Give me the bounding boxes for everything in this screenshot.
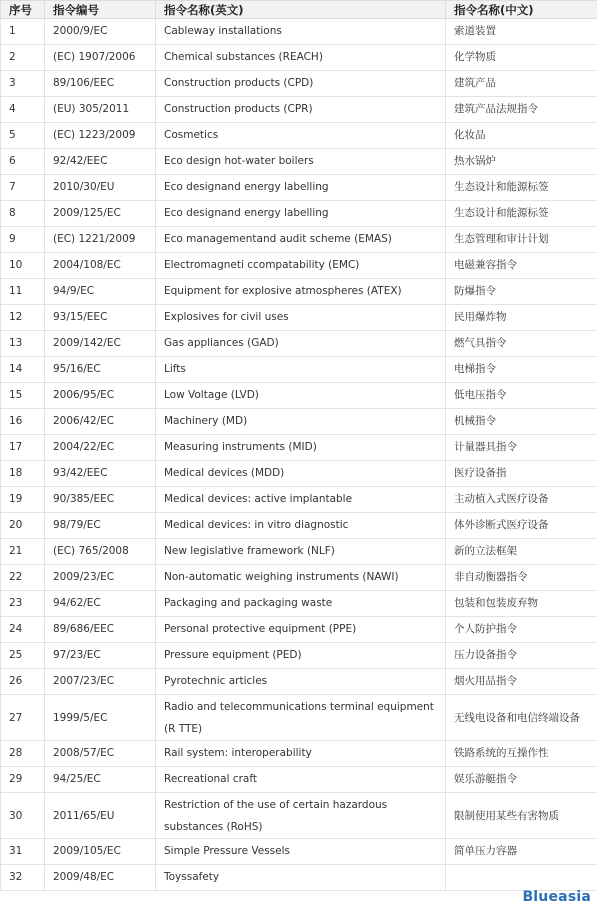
cell-directive-code: 95/16/EC xyxy=(45,357,156,383)
cell-name-chinese: 铁路系统的互操作性 xyxy=(446,741,597,767)
cell-number: 6 xyxy=(1,149,45,175)
cell-name-chinese: 热水锅炉 xyxy=(446,149,597,175)
cell-directive-code: (EC) 765/2008 xyxy=(45,539,156,565)
cell-name-english: Medical devices (MDD) xyxy=(156,461,446,487)
cell-number: 17 xyxy=(1,435,45,461)
table-row xyxy=(1,357,597,383)
cell-directive-code: 2007/23/EC xyxy=(45,669,156,695)
cell-directive-code: 2010/30/EU xyxy=(45,175,156,201)
cell-name-english: Measuring instruments (MID) xyxy=(156,435,446,461)
cell-directive-code: 94/25/EC xyxy=(45,767,156,793)
cell-directive-code: 90/385/EEC xyxy=(45,487,156,513)
cell-directive-code: 2011/65/EU xyxy=(45,793,156,839)
cell-name-chinese: 电梯指令 xyxy=(446,357,597,383)
cell-name-chinese: 索道装置 xyxy=(446,19,597,45)
cell-name-english: Construction products (CPD) xyxy=(156,71,446,97)
table-row xyxy=(1,643,597,669)
cell-name-english: Restriction of the use of certain hazardous substances (RoHS) xyxy=(156,793,446,839)
table-row xyxy=(1,45,597,71)
cell-name-english: Radio and telecommunications terminal equipment (R TTE) xyxy=(156,695,446,741)
cell-directive-code: 98/79/EC xyxy=(45,513,156,539)
cell-directive-code: 94/62/EC xyxy=(45,591,156,617)
table-header-row xyxy=(1,1,597,19)
cell-name-english: Personal protective equipment (PPE) xyxy=(156,617,446,643)
header-name-chinese: 指令名称(中文) xyxy=(446,1,597,19)
cell-name-chinese: 电磁兼容指令 xyxy=(446,253,597,279)
cell-number: 24 xyxy=(1,617,45,643)
cell-name-english: Explosives for civil uses xyxy=(156,305,446,331)
cell-name-english: Non-automatic weighing instruments (NAWI) xyxy=(156,565,446,591)
cell-number: 28 xyxy=(1,741,45,767)
cell-directive-code: (EC) 1221/2009 xyxy=(45,227,156,253)
table-row xyxy=(1,71,597,97)
cell-name-chinese: 机械指令 xyxy=(446,409,597,435)
cell-directive-code: 2008/57/EC xyxy=(45,741,156,767)
cell-number: 10 xyxy=(1,253,45,279)
cell-directive-code: 93/15/EEC xyxy=(45,305,156,331)
cell-directive-code: 89/686/EEC xyxy=(45,617,156,643)
cell-name-chinese: 无线电设备和电信终端设备 xyxy=(446,695,597,741)
cell-name-chinese: 燃气具指令 xyxy=(446,331,597,357)
cell-number: 9 xyxy=(1,227,45,253)
cell-name-english: Pyrotechnic articles xyxy=(156,669,446,695)
cell-number: 3 xyxy=(1,71,45,97)
cell-number: 30 xyxy=(1,793,45,839)
cell-name-english: Lifts xyxy=(156,357,446,383)
cell-number: 14 xyxy=(1,357,45,383)
table-row xyxy=(1,565,597,591)
cell-name-english: Equipment for explosive atmospheres (ATEX) xyxy=(156,279,446,305)
cell-name-chinese: 包装和包装废弃物 xyxy=(446,591,597,617)
table-row xyxy=(1,461,597,487)
table-row xyxy=(1,839,597,865)
cell-number: 29 xyxy=(1,767,45,793)
cell-number: 15 xyxy=(1,383,45,409)
cell-number: 23 xyxy=(1,591,45,617)
cell-number: 27 xyxy=(1,695,45,741)
cell-name-chinese: 个人防护指令 xyxy=(446,617,597,643)
table-row xyxy=(1,695,597,741)
table-row xyxy=(1,865,597,891)
cell-name-english: Packaging and packaging waste xyxy=(156,591,446,617)
cell-number: 20 xyxy=(1,513,45,539)
cell-directive-code: 89/106/EEC xyxy=(45,71,156,97)
cell-name-chinese xyxy=(446,865,597,891)
table-row xyxy=(1,793,597,839)
cell-name-english: Eco managementand audit scheme (EMAS) xyxy=(156,227,446,253)
cell-directive-code: 2009/23/EC xyxy=(45,565,156,591)
cell-name-chinese: 娱乐游艇指令 xyxy=(446,767,597,793)
cell-number: 4 xyxy=(1,97,45,123)
cell-name-english: Simple Pressure Vessels xyxy=(156,839,446,865)
table-row xyxy=(1,669,597,695)
cell-directive-code: 92/42/EEC xyxy=(45,149,156,175)
table-row xyxy=(1,227,597,253)
cell-name-chinese: 主动植入式医疗设备 xyxy=(446,487,597,513)
cell-name-english: Pressure equipment (PED) xyxy=(156,643,446,669)
cell-name-english: Cableway installations xyxy=(156,19,446,45)
table-row xyxy=(1,591,597,617)
cell-number: 7 xyxy=(1,175,45,201)
table-row xyxy=(1,617,597,643)
cell-number: 26 xyxy=(1,669,45,695)
table-row xyxy=(1,409,597,435)
table-row xyxy=(1,175,597,201)
cell-name-english: Electromagneti ccompatability (EMC) xyxy=(156,253,446,279)
cell-number: 5 xyxy=(1,123,45,149)
cell-number: 25 xyxy=(1,643,45,669)
cell-name-chinese: 化学物质 xyxy=(446,45,597,71)
cell-name-chinese: 生态设计和能源标签 xyxy=(446,201,597,227)
cell-number: 31 xyxy=(1,839,45,865)
table-row xyxy=(1,19,597,45)
cell-number: 16 xyxy=(1,409,45,435)
cell-number: 21 xyxy=(1,539,45,565)
cell-directive-code: 1999/5/EC xyxy=(45,695,156,741)
cell-directive-code: 93/42/EEC xyxy=(45,461,156,487)
cell-number: 19 xyxy=(1,487,45,513)
cell-name-chinese: 计量器具指令 xyxy=(446,435,597,461)
cell-number: 1 xyxy=(1,19,45,45)
cell-name-chinese: 化妆品 xyxy=(446,123,597,149)
cell-name-english: Eco designand energy labelling xyxy=(156,201,446,227)
cell-name-chinese: 生态管理和审计计划 xyxy=(446,227,597,253)
cell-name-english: Toyssafety xyxy=(156,865,446,891)
cell-directive-code: 2000/9/EC xyxy=(45,19,156,45)
table-body xyxy=(1,19,597,891)
cell-name-chinese: 低电压指令 xyxy=(446,383,597,409)
cell-name-english: Recreational craft xyxy=(156,767,446,793)
cell-name-english: New legislative framework (NLF) xyxy=(156,539,446,565)
cell-directive-code: 2009/142/EC xyxy=(45,331,156,357)
cell-number: 11 xyxy=(1,279,45,305)
header-number: 序号 xyxy=(1,1,45,19)
cell-number: 2 xyxy=(1,45,45,71)
cell-name-chinese: 非自动衡器指令 xyxy=(446,565,597,591)
table-row xyxy=(1,767,597,793)
cell-directive-code: 2006/95/EC xyxy=(45,383,156,409)
table-row xyxy=(1,383,597,409)
cell-directive-code: 2009/125/EC xyxy=(45,201,156,227)
cell-name-english: Eco designand energy labelling xyxy=(156,175,446,201)
cell-name-chinese: 医疗设备指 xyxy=(446,461,597,487)
table-row xyxy=(1,539,597,565)
cell-name-english: Cosmetics xyxy=(156,123,446,149)
cell-name-chinese: 建筑产品 xyxy=(446,71,597,97)
table-row xyxy=(1,149,597,175)
table-row xyxy=(1,435,597,461)
cell-directive-code: (EC) 1907/2006 xyxy=(45,45,156,71)
cell-name-english: Eco design hot-water boilers xyxy=(156,149,446,175)
cell-name-english: Construction products (CPR) xyxy=(156,97,446,123)
table-row xyxy=(1,279,597,305)
table-row xyxy=(1,741,597,767)
cell-name-english: Chemical substances (REACH) xyxy=(156,45,446,71)
table-row xyxy=(1,97,597,123)
cell-name-english: Gas appliances (GAD) xyxy=(156,331,446,357)
header-directive-code: 指令编号 xyxy=(45,1,156,19)
cell-number: 18 xyxy=(1,461,45,487)
table-row xyxy=(1,331,597,357)
table-row xyxy=(1,305,597,331)
table-row xyxy=(1,513,597,539)
table-row xyxy=(1,253,597,279)
cell-number: 12 xyxy=(1,305,45,331)
cell-directive-code: (EU) 305/2011 xyxy=(45,97,156,123)
cell-name-english: Low Voltage (LVD) xyxy=(156,383,446,409)
cell-name-chinese: 体外诊断式医疗设备 xyxy=(446,513,597,539)
cell-directive-code: 97/23/EC xyxy=(45,643,156,669)
cell-directive-code: 2004/108/EC xyxy=(45,253,156,279)
cell-directive-code: (EC) 1223/2009 xyxy=(45,123,156,149)
cell-directive-code: 2009/48/EC xyxy=(45,865,156,891)
cell-name-chinese: 烟火用品指令 xyxy=(446,669,597,695)
cell-directive-code: 94/9/EC xyxy=(45,279,156,305)
cell-name-chinese: 压力设备指令 xyxy=(446,643,597,669)
header-name-english: 指令名称(英文) xyxy=(156,1,446,19)
cell-name-english: Machinery (MD) xyxy=(156,409,446,435)
cell-name-chinese: 生态设计和能源标签 xyxy=(446,175,597,201)
cell-number: 22 xyxy=(1,565,45,591)
watermark-logo: Blueasia xyxy=(522,889,591,905)
cell-name-chinese: 简单压力容器 xyxy=(446,839,597,865)
cell-number: 32 xyxy=(1,865,45,891)
cell-name-english: Rail system: interoperability xyxy=(156,741,446,767)
cell-directive-code: 2006/42/EC xyxy=(45,409,156,435)
table-row xyxy=(1,201,597,227)
cell-number: 13 xyxy=(1,331,45,357)
cell-name-chinese: 新的立法框架 xyxy=(446,539,597,565)
cell-name-english: Medical devices: active implantable xyxy=(156,487,446,513)
cell-name-english: Medical devices: in vitro diagnostic xyxy=(156,513,446,539)
cell-name-chinese: 民用爆炸物 xyxy=(446,305,597,331)
table-row xyxy=(1,487,597,513)
table-row xyxy=(1,123,597,149)
cell-name-chinese: 防爆指令 xyxy=(446,279,597,305)
cell-directive-code: 2004/22/EC xyxy=(45,435,156,461)
cell-name-chinese: 建筑产品法规指令 xyxy=(446,97,597,123)
cell-number: 8 xyxy=(1,201,45,227)
cell-name-chinese: 限制使用某些有害物质 xyxy=(446,793,597,839)
cell-directive-code: 2009/105/EC xyxy=(45,839,156,865)
